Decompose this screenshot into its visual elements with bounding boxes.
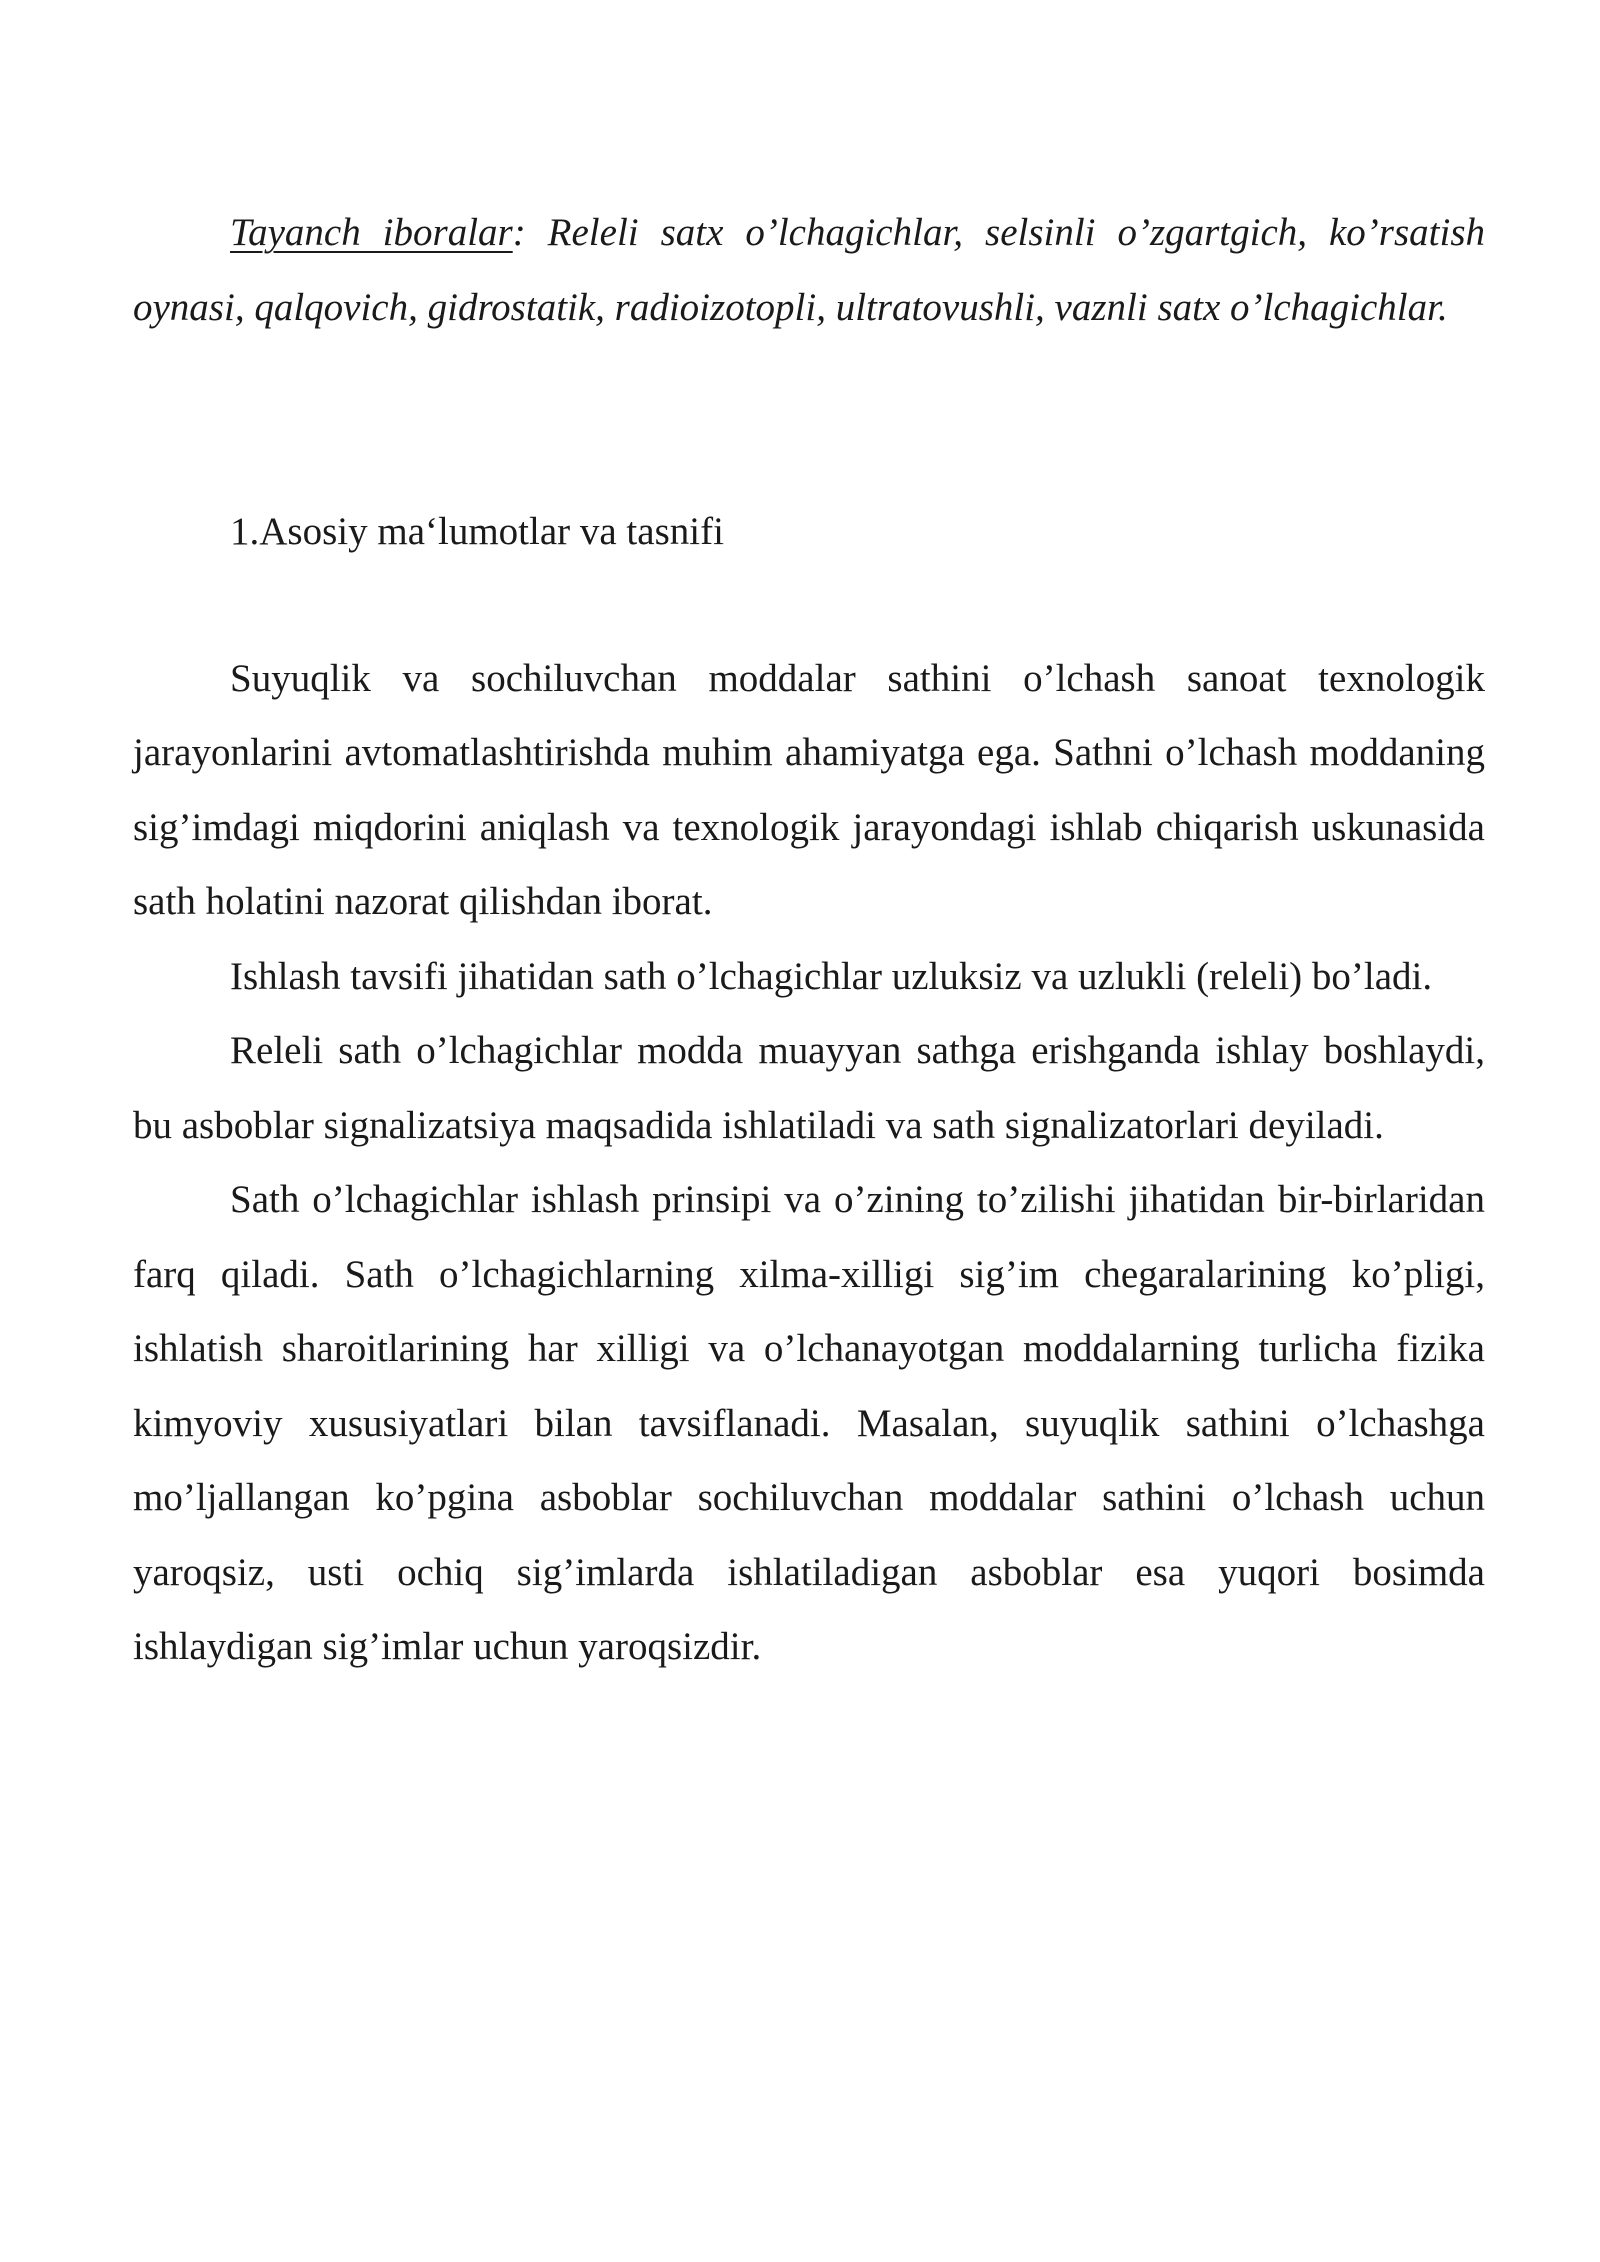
section-heading: 1.Asosiy ma‘lumotlar va tasnifi (230, 510, 724, 553)
body-paragraph: Suyuqlik va sochiluvchan moddalar sathini o’lchash sanoat texnologik jarayonlarini avtomatlashtirishda muhim ahamiyatga ega. Sathni o’lchash moddaning sig’imdagi miqdorini aniqlash va texnologik jarayondagi ishlab chiqarish uskunasida sath holatini nazorat qilishdan iborat. (133, 656, 1485, 923)
body-paragraph: Sath o’lchagichlar ishlash prinsipi va o’zining to’zilishi jihatidan bir-birlaridan farq qiladi. Sath o’lchagichlarning xilma-xilligi sig’im chegaralarining ko’pligi, ishlatish sharoitlarining har xilligi va o’lchanayotgan moddalarning turlicha fizika kimyoviy xususiyatlari bilan tavsiflanadi. Masalan, suyuqlik sathini o’lchashga mo’ljallangan ko’pgina asboblar sochiluvchan moddalar sathini o’lchash uchun yaroqsiz, usti ochiq sig’imlarda ishlatiladigan asboblar esa yuqori bosimda ishlaydigan sig’imlar uchun yaroqsizdir. (133, 1178, 1485, 1668)
keywords-text: Releli satx o’lchagichlar, selsinli o’zgartgich, ko’rsatish oynasi, qalqovich, gidrostatik, radioizotopli, ultratovushli, vaznli satx o’lchagichlar. (133, 211, 1485, 329)
keywords-colon: : (512, 211, 526, 254)
keywords-label: Tayanch iboralar (230, 211, 513, 254)
body-paragraph: Releli sath o’lchagichlar modda muayyan sathga erishganda ishlay boshlaydi, bu asboblar signalizatsiya maqsadida ishlatiladi va sath signalizatorlari deyiladi. (133, 1029, 1485, 1147)
document-page (133, 196, 1485, 1685)
body-paragraph: Ishlash tavsifi jihatidan sath o’lchagichlar uzluksiz va uzlukli (releli) bo’ladi. (230, 954, 1433, 998)
keywords-paragraph (133, 196, 1485, 345)
